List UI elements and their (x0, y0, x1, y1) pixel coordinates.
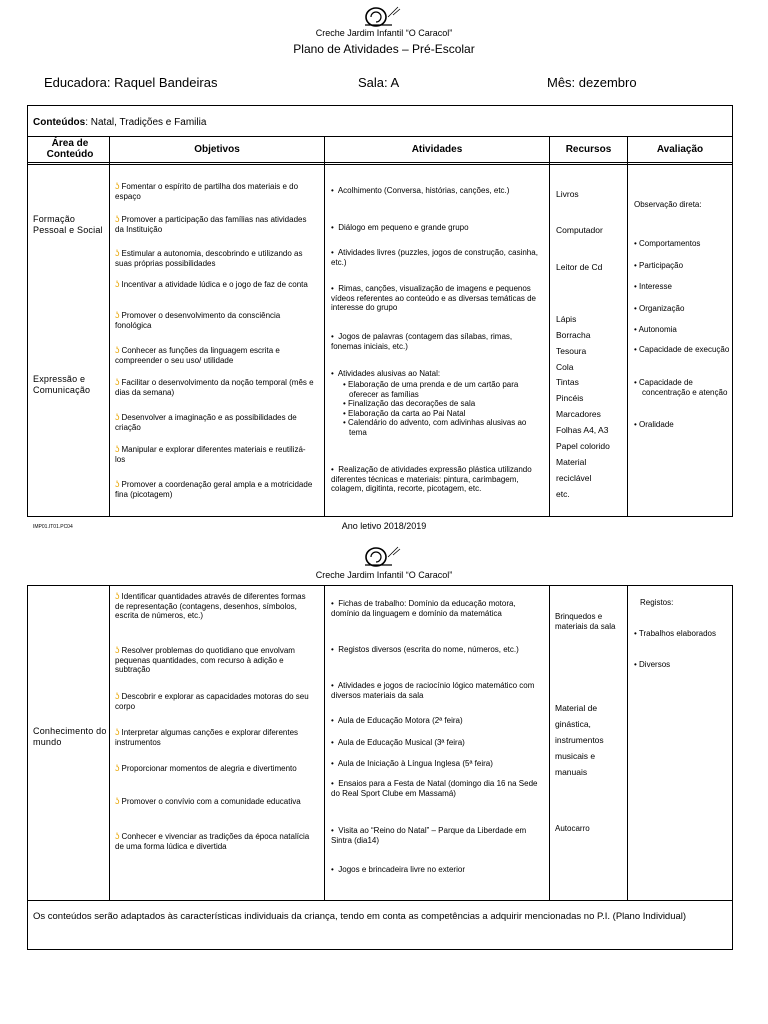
col-objectives: Objetivos (194, 144, 240, 155)
sub-item: • Elaboração da carta ao Pai Natal (343, 408, 466, 418)
snail-bullet-icon: ʖ (115, 831, 120, 841)
snail-bullet-icon: ʖ (115, 214, 120, 224)
objective-item: ʖ Conhecer e vivenciar as tradições da época natalícia de uma forma lúdica e divertida (115, 831, 310, 851)
school-name: Creche Jardim Infantil “O Caracol” (315, 28, 453, 38)
sub-item: • Elaboração de uma prenda e de um cartão para oferecer as famílias (343, 380, 519, 399)
snail-bullet-icon: ʖ (115, 796, 120, 806)
objective-item: ʖ Fomentar o espírito de partilha dos materiais e do espaço (115, 181, 299, 201)
activity-item: • Atividades alusivas ao Natal: (331, 369, 441, 378)
resource-item: Cola (556, 362, 574, 372)
activity-item: • Rimas, canções, visualização de imagens e pequenos vídeos referentes ao conteúdo e as diversas temáticas de interesse do grupo (331, 284, 537, 312)
school-name: Creche Jardim Infantil “O Caracol” (315, 570, 453, 580)
snail-bullet-icon: ʖ (115, 479, 120, 489)
activity-item: • Realização de atividades expressão plástica utilizando diferentes técnicas e materiais: pintura, carimbagem, colagem, digitinta, recorte, picotagem, etc. (331, 465, 532, 493)
col-activities: Atividades (411, 144, 463, 155)
resource-item: Lápis (556, 314, 577, 324)
evaluation-item: • Trabalhos elaborados (634, 629, 716, 638)
snail-bullet-icon: ʖ (115, 763, 120, 773)
evaluation-head: Registos: (640, 598, 674, 607)
objective-item: ʖ Promover a participação das famílias nas atividades da Instituição (115, 214, 307, 234)
snail-bullet-icon: ʖ (115, 345, 120, 355)
objective-item: ʖ Promover o convívio com a comunidade educativa (115, 796, 301, 806)
sub-item: • Calendário do advento, com adivinhas alusivas ao tema (343, 418, 527, 437)
activity-item: • Acolhimento (Conversa, histórias, canções, etc.) (331, 186, 510, 195)
resource-item: Brinquedos e materiais da sala (555, 612, 616, 631)
snail-bullet-icon: ʖ (115, 727, 120, 737)
resource-item: Livros (556, 189, 579, 199)
objective-item: ʖ Identificar quantidades através de diferentes formas de representação (contagens, desenhos, símbolos, escrita de números, etc.) (115, 591, 306, 620)
snail-bullet-icon: ʖ (115, 691, 120, 701)
activity-item: • Visita ao “Reino do Natal” – Parque da Liberdade em Sintra (dia14) (331, 826, 527, 845)
plan-title: Plano de Atividades – Pré-Escolar (293, 42, 475, 56)
evaluation-item: • Diversos (634, 660, 671, 669)
resource-item: Tintas (556, 377, 579, 387)
resource-item: Leitor de Cd (556, 262, 603, 272)
snail-bullet-icon: ʖ (115, 181, 120, 191)
snail-bullet-icon: ʖ (115, 444, 120, 454)
evaluation-item: • Capacidade de execução (634, 345, 730, 354)
activity-item: • Aula de Educação Motora (2ª feira) (331, 716, 463, 725)
sub-item: • Finalização das decorações de sala (343, 399, 476, 408)
activity-item: • Jogos e brincadeira livre no exterior (331, 865, 465, 874)
evaluation-item: • Interesse (634, 282, 672, 291)
resource-item: Folhas A4, A3 (556, 425, 609, 435)
snail-logo-icon (362, 543, 402, 569)
christmas-sublist (340, 380, 545, 437)
col-area: Área de Conteúdo (46, 138, 94, 160)
resource-item: etc. (556, 489, 570, 499)
objective-item: ʖ Proporcionar momentos de alegria e divertimento (115, 763, 297, 773)
resource-item: Borracha (556, 330, 591, 340)
col-resources: Recursos (565, 144, 612, 155)
resource-item: Material (556, 457, 587, 467)
contents-value: : Natal, Tradições e Familia (85, 117, 207, 128)
objective-item: ʖ Conhecer as funções da linguagem escrita e compreender o seu uso/ utilidade (115, 345, 280, 365)
footer-note: Os conteúdos serão adaptados às características individuais da criança, tendo em conta as competências a adquirir mencionadas no P.I. (Plano Individual) (33, 911, 687, 922)
snail-bullet-icon: ʖ (115, 412, 120, 422)
objective-item: ʖ Descobrir e explorar as capacidades motoras do seu corpo (115, 691, 309, 711)
activity-item: • Diálogo em pequeno e grande grupo (331, 223, 469, 232)
resource-item: Marcadores (556, 409, 601, 419)
snail-bullet-icon: ʖ (115, 310, 120, 320)
area-personal-social: Formação Pessoal e Social (33, 214, 103, 235)
room-label: Sala: A (358, 75, 400, 90)
snail-bullet-icon: ʖ (115, 645, 120, 655)
activity-item: • Atividades e jogos de raciocínio lógico matemático com diversos materiais da sala (331, 681, 535, 700)
doc-code: IMP01.IT01.PC04 (33, 524, 73, 530)
snail-bullet-icon: ʖ (115, 377, 120, 387)
snail-bullet-icon: ʖ (115, 279, 120, 289)
evaluation-item: • Oralidade (634, 420, 674, 429)
objective-item: ʖ Estimular a autonomia, descobrindo e utilizando as suas próprias possibilidades (115, 248, 303, 268)
col-evaluation: Avaliação (656, 144, 704, 155)
activity-item: • Aula de Educação Musical (3ª feira) (331, 738, 465, 747)
school-year: Ano letivo 2018/2019 (341, 521, 427, 531)
objective-item: ʖ Manipular e explorar diferentes materiais e reutilizá-los (115, 444, 306, 464)
objective-item: ʖ Facilitar o desenvolvimento da noção temporal (mês e dias da semana) (115, 377, 314, 397)
objective-item: ʖ Incentivar a atividade lúdica e o jogo de faz de conta (115, 279, 308, 289)
evaluation-item: • Participação (634, 261, 684, 270)
resource-item: Pincéis (556, 393, 584, 403)
evaluation-head: Observação direta: (634, 200, 702, 209)
snail-bullet-icon: ʖ (115, 248, 120, 258)
activity-item: • Registos diversos (escrita do nome, números, etc.) (331, 645, 519, 654)
resource-item: reciclável (556, 473, 592, 483)
resource-item: Tesoura (556, 346, 587, 356)
activity-item: • Jogos de palavras (contagem das sílabas, rimas, fonemas iniciais, etc.) (331, 332, 513, 351)
snail-bullet-icon: ʖ (115, 591, 120, 601)
month-label: Mês: dezembro (547, 75, 637, 90)
educator-label: Educadora: Raquel Bandeiras (44, 75, 218, 90)
resource-item: Material de ginástica, instrumentos musicais e manuais (555, 703, 604, 777)
snail-logo-icon (362, 3, 402, 29)
contents-row (33, 117, 206, 128)
contents-label: Conteúdos (33, 117, 86, 128)
activity-item: • Aula de Iniciação à Língua Inglesa (5ª feira) (331, 759, 493, 768)
objective-item: ʖ Interpretar algumas canções e explorar diferentes instrumentos (115, 727, 299, 747)
resource-item: Autocarro (555, 824, 590, 833)
resource-item: Computador (556, 225, 603, 235)
activity-item: • Fichas de trabalho: Domínio da educação motora, domínio da linguagem e domínio da matemática (331, 599, 516, 618)
activity-item: • Ensaios para a Festa de Natal (domingo dia 16 na Sede do Real Sport Clube em Massamá) (331, 779, 538, 798)
objective-item: ʖ Promover o desenvolvimento da consciência fonológica (115, 310, 281, 330)
resource-item: Papel colorido (556, 441, 610, 451)
evaluation-item: • Organização (634, 304, 685, 313)
activity-item: • Atividades livres (puzzles, jogos de construção, casinha, etc.) (331, 248, 538, 267)
evaluation-item: • Capacidade de concentração e atenção (634, 378, 728, 397)
objective-item: ʖ Promover a coordenação geral ampla e a motricidade fina (picotagem) (115, 479, 313, 499)
objective-item: ʖ Desenvolver a imaginação e as possibilidades de criação (115, 412, 297, 432)
area-world-knowledge: Conhecimento do mundo (33, 726, 107, 747)
area-expression: Expressão e Comunicação (33, 374, 91, 395)
objective-item: ʖ Resolver problemas do quotidiano que envolvam pequenas quantidades, com recurso à adição e subtração (115, 645, 295, 674)
evaluation-item: • Comportamentos (634, 239, 701, 248)
evaluation-item: • Autonomia (634, 325, 677, 334)
